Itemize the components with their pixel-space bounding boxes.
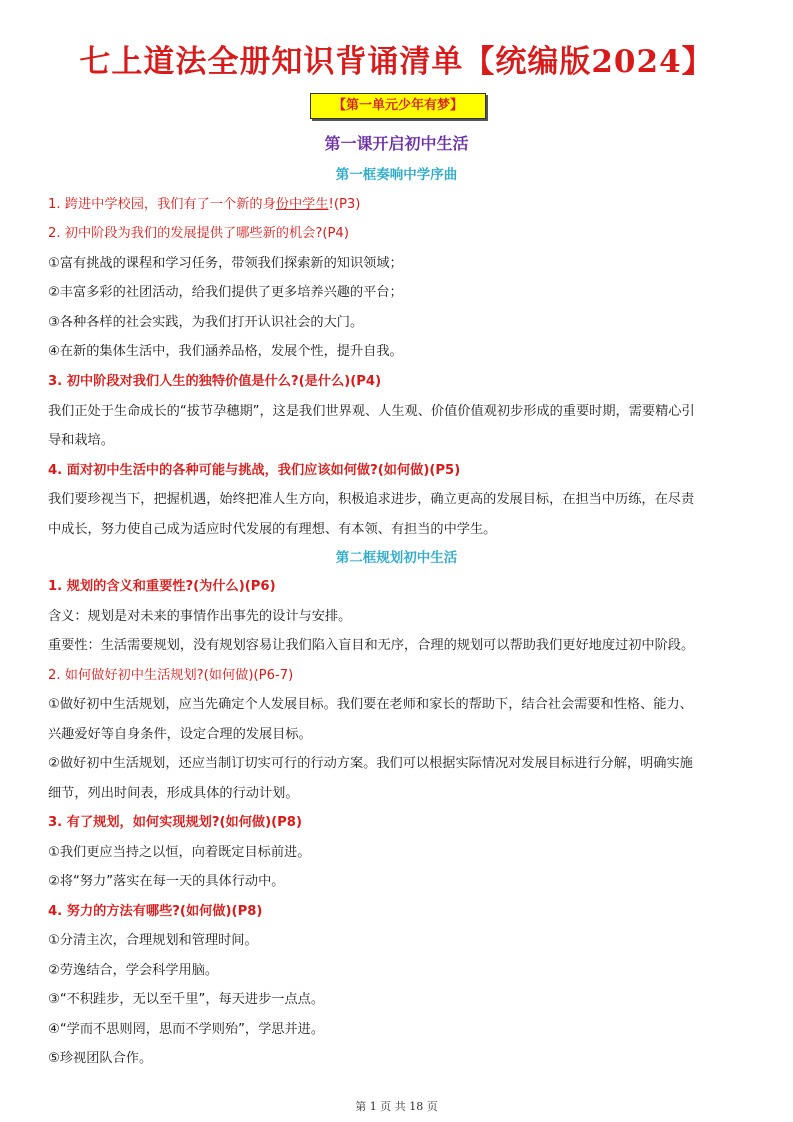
- answer-line: ②做好初中生活规划，还应当制订切实可行的行动方案。我们可以根据实际情况对发展目标进行分解，明确实施: [48, 756, 693, 771]
- answer-line: ③各种各样的社会实践，为我们打开认识社会的大门。: [48, 315, 364, 330]
- answer-line: 导和栽培。: [48, 433, 114, 448]
- page-footer: 第 1 页 共 18 页: [355, 1100, 438, 1113]
- answer-line: 兴趣爱好等自身条件，设定合理的发展目标。: [48, 727, 312, 742]
- question-1-3: 3. 初中阶段对我们人生的独特价值是什么?(是什么)(P4): [48, 374, 382, 389]
- question-1-1-pre: 1. 跨进中学校园，我们有了一个新的身: [48, 197, 276, 212]
- question-1-1-post: !(P3): [328, 197, 361, 212]
- frame-heading-2: 第二框规划初中生活: [335, 550, 458, 566]
- answer-line: ①我们更应当持之以恒，向着既定目标前进。: [48, 845, 311, 860]
- document-title: 七上道法全册知识背诵清单【统编版2024】: [79, 44, 714, 80]
- question-2-1: 1. 规划的含义和重要性?(为什么)(P6): [48, 579, 276, 594]
- answer-line: 我们要珍视当下，把握机遇，始终把准人生方向，积极追求进步，确立更高的发展目标，在担当中历练，在尽责: [48, 492, 695, 507]
- answer-line: ④“学而不思则罔，思而不学则殆”，学思并进。: [48, 1022, 325, 1037]
- question-2-2: 2. 如何做好初中生活规划?(如何做)(P6-7): [48, 668, 294, 683]
- answer-line: ③“不积跬步，无以至千里”，每天进步一点点。: [48, 992, 325, 1007]
- lesson-heading: 第一课开启初中生活: [324, 134, 469, 153]
- answer-line: ④在新的集体生活中，我们涵养品格，发展个性，提升自我。: [48, 344, 403, 359]
- answer-line: 含义：规划是对未来的事情作出事先的设计与安排。: [48, 609, 352, 624]
- question-1-2: 2. 初中阶段为我们的发展提供了哪些新的机会?(P4): [48, 226, 349, 241]
- unit-banner: 【第一单元少年有梦】: [310, 93, 486, 119]
- answer-line: 中成长，努力使自己成为适应时代发展的有理想、有本领、有担当的中学生。: [48, 522, 497, 537]
- answer-line: ⑤珍视团队合作。: [48, 1051, 153, 1066]
- answer-line: ②丰富多彩的社团活动，给我们提供了更多培养兴趣的平台；: [48, 285, 403, 300]
- answer-line: 我们正处于生命成长的“拔节孕穗期”，这是我们世界观、人生观、价值价值观初步形成的重要时期，需要精心引: [48, 404, 695, 419]
- question-2-4: 4. 努力的方法有哪些?(如何做)(P8): [48, 904, 263, 919]
- answer-line: 重要性：生活需要规划，没有规划容易让我们陷入盲目和无序，合理的规划可以帮助我们更好地度过初中阶段。: [48, 638, 695, 653]
- answer-line: ②劳逸结合，学会科学用脑。: [48, 963, 219, 978]
- answer-line: ②将“努力”落实在每一天的具体行动中。: [48, 874, 285, 889]
- answer-line: ①富有挑战的课程和学习任务，带领我们探索新的知识领域；: [48, 256, 403, 271]
- answer-line: ①分清主次，合理规划和管理时间。: [48, 933, 258, 948]
- answer-line: 细节，列出时间表，形成具体的行动计划。: [48, 786, 299, 801]
- question-1-4: 4. 面对初中生活中的各种可能与挑战，我们应该如何做?(如何做)(P5): [48, 463, 461, 478]
- frame-heading-1: 第一框奏响中学序曲: [335, 167, 458, 183]
- answer-line: ①做好初中生活规划，应当先确定个人发展目标。我们要在老师和家长的帮助下，结合社会需要和性格、能力、: [48, 697, 693, 712]
- question-1-1: [48, 193, 748, 212]
- question-1-1-underlined: 份中学生: [275, 197, 329, 212]
- question-2-3: 3. 有了规划，如何实现规划?(如何做)(P8): [48, 815, 302, 830]
